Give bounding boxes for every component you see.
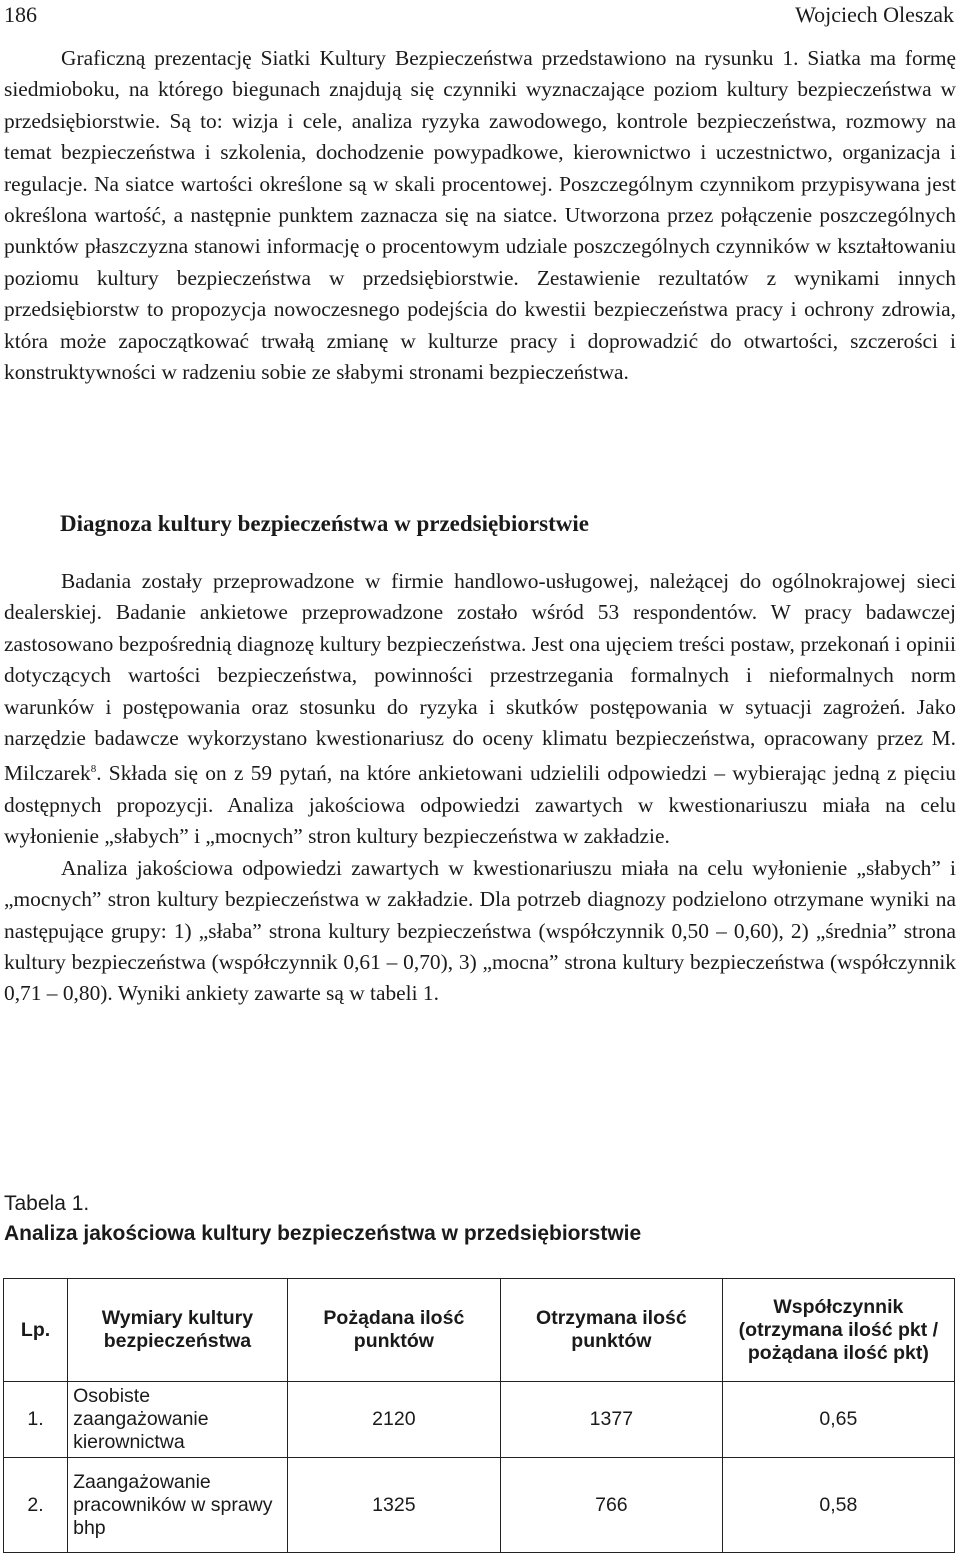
body-paragraph: Graficzną prezentację Siatki Kultury Bezpieczeństwa przedstawiono na rysunku 1. Siatka ma formę siedmioboku, na którego biegunach znajdują się czynniki wyznaczające poziom kultury bezpieczeństwa w przedsiębiorstwie. Są to: wizja i cele, analiza ryzyka zawodowego, kontrole bezpieczeństwa, rozmowy na temat bezpieczeństwa i szkolenia, dochodzenie powypadkowe, kierownictwo i uczestnictwo, organizacja i regulacje. Na siatce wartości określone są w skali procentowej. Poszczególnym czynnikom przypisywana jest określona wartość, a następnie punktem zaznacza się na siatce. Utworzona przez połączenie poszczególnych punktów płaszczyzna stanowi informację o procentowym udziale poszczególnych czynników w kształtowaniu poziomu kultury bezpieczeństwa w przedsiębiorstwie. Zestawienie rezultatów z wynikami innych przedsiębiorstw to propozycja nowoczesnego podejścia do kwestii bezpieczeństwa pracy i ochrony zdrowia, która może zapoczątkować trwałą zmianę w kulturze pracy i doprowadzić do otwartości, szczerości i konstruktywności w radzeniu sobie ze słabymi stronami bezpieczeństwa.	[4, 46, 956, 385]
body-paragraph	[4, 566, 956, 853]
table-label: Tabela 1.	[4, 1192, 90, 1215]
section-diagnosis	[4, 566, 956, 1010]
page-number: 186	[4, 2, 37, 27]
table-row	[4, 1458, 955, 1553]
paragraph-text: . Składa się on z 59 pytań, na które ankietowani udzielili odpowiedzi – wybierając jedną z pięciu dostępnych propozycji. Analiza jakościowa odpowiedzi zawartych w kwestionariuszu miała na celu wyłonienie „słabych” i „mocnych” stron kultury bezpieczeństwa w zakładzie.	[4, 761, 956, 849]
column-header: Wymiary kultury bezpieczeństwa	[68, 1279, 288, 1382]
table-row	[4, 1382, 955, 1458]
table-cell: Zaangażowanie pracowników w sprawy bhp	[68, 1458, 288, 1553]
running-author: Wojciech Oleszak	[795, 2, 954, 27]
body-paragraph: Analiza jakościowa odpowiedzi zawartych w kwestionariuszu miała na celu wyłonienie „słabych” i „mocnych” stron kultury bezpieczeństwa w zakładzie. Dla potrzeb diagnozy podzielono otrzymane wyniki na następujące grupy: 1) „słaba” strona kultury bezpieczeństwa (współczynnik 0,50 – 0,60), 2) „średnia” strona kultury bezpieczeństwa (współczynnik 0,61 – 0,70), 3) „mocna” strona kultury bezpieczeństwa (współczynnik 0,71 – 0,80). Wyniki ankiety zawarte są w tabeli 1.	[4, 855, 956, 1006]
table-cell: 766	[501, 1458, 723, 1553]
table-cell: 2.	[4, 1458, 68, 1553]
section-intro	[4, 43, 956, 388]
running-header	[4, 0, 954, 32]
table-cell: 1.	[4, 1382, 68, 1458]
column-header: Pożądana ilość punktów	[287, 1279, 500, 1382]
section-heading: Diagnoza kultury bezpieczeństwa w przedsiębiorstwie	[60, 511, 589, 536]
column-header: Lp.	[4, 1279, 68, 1382]
table-cell: 2120	[287, 1382, 500, 1458]
table-caption	[4, 1189, 641, 1249]
table-cell: Osobiste zaangażowanie kierownictwa	[68, 1382, 288, 1458]
column-header: Otrzymana ilość punktów	[501, 1279, 723, 1382]
column-header: Współczynnik (otrzymana ilość pkt / pożądana ilość pkt)	[722, 1279, 954, 1382]
results-table	[3, 1278, 955, 1553]
table-header-row	[4, 1279, 955, 1382]
table-title: Analiza jakościowa kultury bezpieczeństwa w przedsiębiorstwie	[4, 1222, 642, 1245]
table-cell: 1325	[287, 1458, 500, 1553]
table-cell: 0,58	[722, 1458, 954, 1553]
footnote-mark[interactable]: 8	[90, 763, 97, 776]
paragraph-text: Badania zostały przeprowadzone w firmie handlowo-usługowej, należącej do ogólnokrajowej sieci dealerskiej. Badanie ankietowe przeprowadzone zostało wśród 53 respondentów. W pracy badawczej zastosowano bezpośrednią diagnozę kultury bezpieczeństwa. Jest ona ujęciem treści postaw, przekonań i opinii dotyczących wartości bezpieczeństwa, powinności przestrzegania formalnych i nieformalnych norm warunków i postępowania oraz stosunku do ryzyka i skutków postępowania w sytuacji zagrożeń. Jako narzędzie badawcze wykorzystano kwestionariusz do oceny klimatu bezpieczeństwa, opracowany przez M. Milczarek	[4, 569, 956, 786]
table-cell: 1377	[501, 1382, 723, 1458]
table-cell: 0,65	[722, 1382, 954, 1458]
